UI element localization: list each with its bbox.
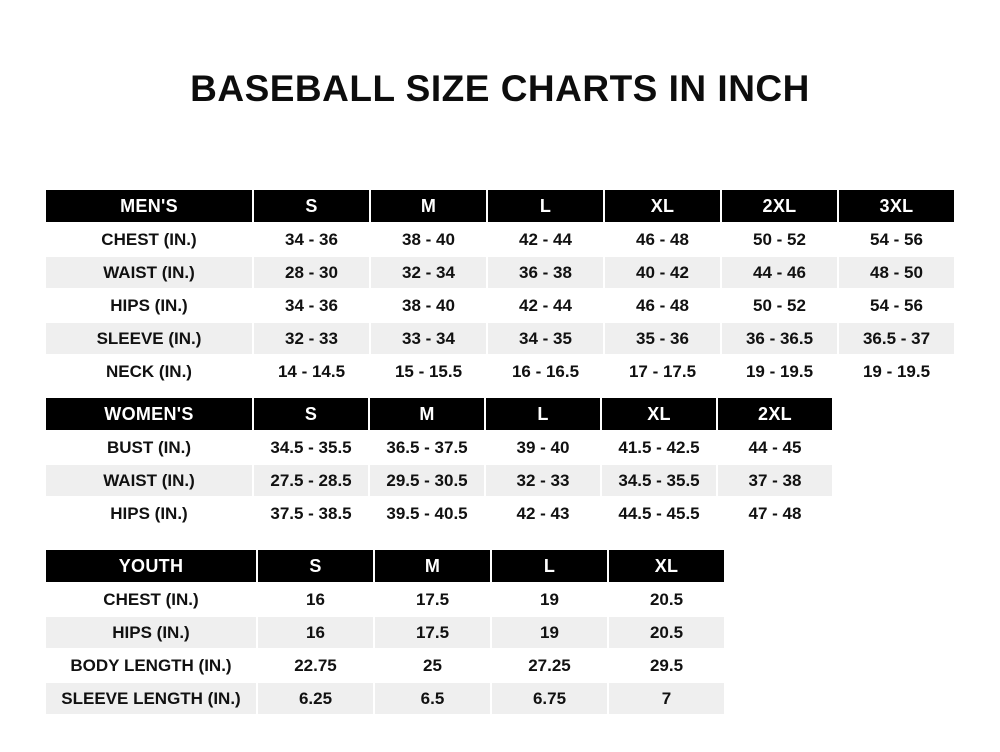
table-row bbox=[45, 355, 955, 388]
measurement-value: 19 - 19.5 bbox=[721, 355, 838, 388]
measurement-value: 6.25 bbox=[257, 682, 374, 715]
measurement-value: 27.5 - 28.5 bbox=[253, 464, 369, 497]
measurement-value: 6.75 bbox=[491, 682, 608, 715]
measurement-value: 36.5 - 37.5 bbox=[369, 431, 485, 464]
measurement-value: 36 - 38 bbox=[487, 256, 604, 289]
table-row bbox=[45, 464, 833, 497]
measurement-value: 14 - 14.5 bbox=[253, 355, 370, 388]
table-size-header: L bbox=[485, 397, 601, 431]
measurement-value: 33 - 34 bbox=[370, 322, 487, 355]
measurement-value: 32 - 33 bbox=[485, 464, 601, 497]
measurement-value: 54 - 56 bbox=[838, 223, 955, 256]
table-size-header: XL bbox=[601, 397, 717, 431]
measurement-value: 22.75 bbox=[257, 649, 374, 682]
measurement-value: 25 bbox=[374, 649, 491, 682]
table-size-header: L bbox=[491, 549, 608, 583]
measurement-value: 36.5 - 37 bbox=[838, 322, 955, 355]
measurement-value: 28 - 30 bbox=[253, 256, 370, 289]
measurement-value: 29.5 bbox=[608, 649, 725, 682]
measurement-label: WAIST (IN.) bbox=[45, 464, 253, 497]
table-category-header: YOUTH bbox=[45, 549, 257, 583]
measurement-value: 19 bbox=[491, 616, 608, 649]
measurement-value: 35 - 36 bbox=[604, 322, 721, 355]
table-size-header: L bbox=[487, 189, 604, 223]
table-size-header: 2XL bbox=[717, 397, 833, 431]
measurement-value: 34 - 36 bbox=[253, 289, 370, 322]
table-row bbox=[45, 322, 955, 355]
measurement-value: 42 - 44 bbox=[487, 223, 604, 256]
table-header-row bbox=[45, 549, 725, 583]
measurement-value: 36 - 36.5 bbox=[721, 322, 838, 355]
measurement-value: 32 - 33 bbox=[253, 322, 370, 355]
measurement-label: SLEEVE LENGTH (IN.) bbox=[45, 682, 257, 715]
measurement-value: 50 - 52 bbox=[721, 289, 838, 322]
measurement-value: 44 - 46 bbox=[721, 256, 838, 289]
table-header-row bbox=[45, 189, 955, 223]
measurement-value: 34.5 - 35.5 bbox=[601, 464, 717, 497]
measurement-value: 41.5 - 42.5 bbox=[601, 431, 717, 464]
table-category-header: WOMEN'S bbox=[45, 397, 253, 431]
measurement-value: 38 - 40 bbox=[370, 223, 487, 256]
measurement-value: 40 - 42 bbox=[604, 256, 721, 289]
measurement-value: 50 - 52 bbox=[721, 223, 838, 256]
youth-size-table bbox=[44, 548, 726, 716]
table-row bbox=[45, 649, 725, 682]
table-size-header: 2XL bbox=[721, 189, 838, 223]
table-row bbox=[45, 583, 725, 616]
measurement-value: 34 - 35 bbox=[487, 322, 604, 355]
measurement-label: BUST (IN.) bbox=[45, 431, 253, 464]
measurement-value: 39.5 - 40.5 bbox=[369, 497, 485, 530]
table-size-header: S bbox=[257, 549, 374, 583]
measurement-label: BODY LENGTH (IN.) bbox=[45, 649, 257, 682]
table-size-header: S bbox=[253, 397, 369, 431]
measurement-label: HIPS (IN.) bbox=[45, 616, 257, 649]
measurement-value: 47 - 48 bbox=[717, 497, 833, 530]
measurement-value: 34.5 - 35.5 bbox=[253, 431, 369, 464]
table-size-header: S bbox=[253, 189, 370, 223]
measurement-label: SLEEVE (IN.) bbox=[45, 322, 253, 355]
table-header-row bbox=[45, 397, 833, 431]
measurement-value: 15 - 15.5 bbox=[370, 355, 487, 388]
measurement-value: 20.5 bbox=[608, 583, 725, 616]
measurement-value: 17.5 bbox=[374, 616, 491, 649]
measurement-value: 32 - 34 bbox=[370, 256, 487, 289]
mens-size-table bbox=[44, 188, 956, 389]
measurement-value: 6.5 bbox=[374, 682, 491, 715]
measurement-value: 19 - 19.5 bbox=[838, 355, 955, 388]
measurement-value: 27.25 bbox=[491, 649, 608, 682]
measurement-label: WAIST (IN.) bbox=[45, 256, 253, 289]
measurement-value: 44 - 45 bbox=[717, 431, 833, 464]
page-title: BASEBALL SIZE CHARTS IN INCH bbox=[190, 68, 810, 109]
table-size-header: XL bbox=[604, 189, 721, 223]
table-size-header: M bbox=[369, 397, 485, 431]
table-row bbox=[45, 431, 833, 464]
measurement-label: NECK (IN.) bbox=[45, 355, 253, 388]
table-row bbox=[45, 497, 833, 530]
measurement-label: CHEST (IN.) bbox=[45, 583, 257, 616]
table-row bbox=[45, 256, 955, 289]
measurement-label: HIPS (IN.) bbox=[45, 289, 253, 322]
measurement-label: HIPS (IN.) bbox=[45, 497, 253, 530]
table-size-header: M bbox=[374, 549, 491, 583]
measurement-value: 19 bbox=[491, 583, 608, 616]
measurement-value: 46 - 48 bbox=[604, 289, 721, 322]
measurement-value: 44.5 - 45.5 bbox=[601, 497, 717, 530]
table-size-header: XL bbox=[608, 549, 725, 583]
measurement-value: 42 - 43 bbox=[485, 497, 601, 530]
measurement-value: 16 bbox=[257, 583, 374, 616]
measurement-value: 34 - 36 bbox=[253, 223, 370, 256]
measurement-value: 54 - 56 bbox=[838, 289, 955, 322]
measurement-value: 37 - 38 bbox=[717, 464, 833, 497]
measurement-value: 16 bbox=[257, 616, 374, 649]
measurement-value: 7 bbox=[608, 682, 725, 715]
table-row bbox=[45, 289, 955, 322]
measurement-value: 42 - 44 bbox=[487, 289, 604, 322]
table-size-header: M bbox=[370, 189, 487, 223]
measurement-value: 29.5 - 30.5 bbox=[369, 464, 485, 497]
measurement-value: 20.5 bbox=[608, 616, 725, 649]
measurement-value: 16 - 16.5 bbox=[487, 355, 604, 388]
measurement-label: CHEST (IN.) bbox=[45, 223, 253, 256]
measurement-value: 48 - 50 bbox=[838, 256, 955, 289]
measurement-value: 17.5 bbox=[374, 583, 491, 616]
womens-size-table bbox=[44, 396, 834, 531]
table-size-header: 3XL bbox=[838, 189, 955, 223]
measurement-value: 46 - 48 bbox=[604, 223, 721, 256]
table-category-header: MEN'S bbox=[45, 189, 253, 223]
measurement-value: 39 - 40 bbox=[485, 431, 601, 464]
table-row bbox=[45, 682, 725, 715]
table-row bbox=[45, 223, 955, 256]
measurement-value: 17 - 17.5 bbox=[604, 355, 721, 388]
measurement-value: 38 - 40 bbox=[370, 289, 487, 322]
measurement-value: 37.5 - 38.5 bbox=[253, 497, 369, 530]
table-row bbox=[45, 616, 725, 649]
